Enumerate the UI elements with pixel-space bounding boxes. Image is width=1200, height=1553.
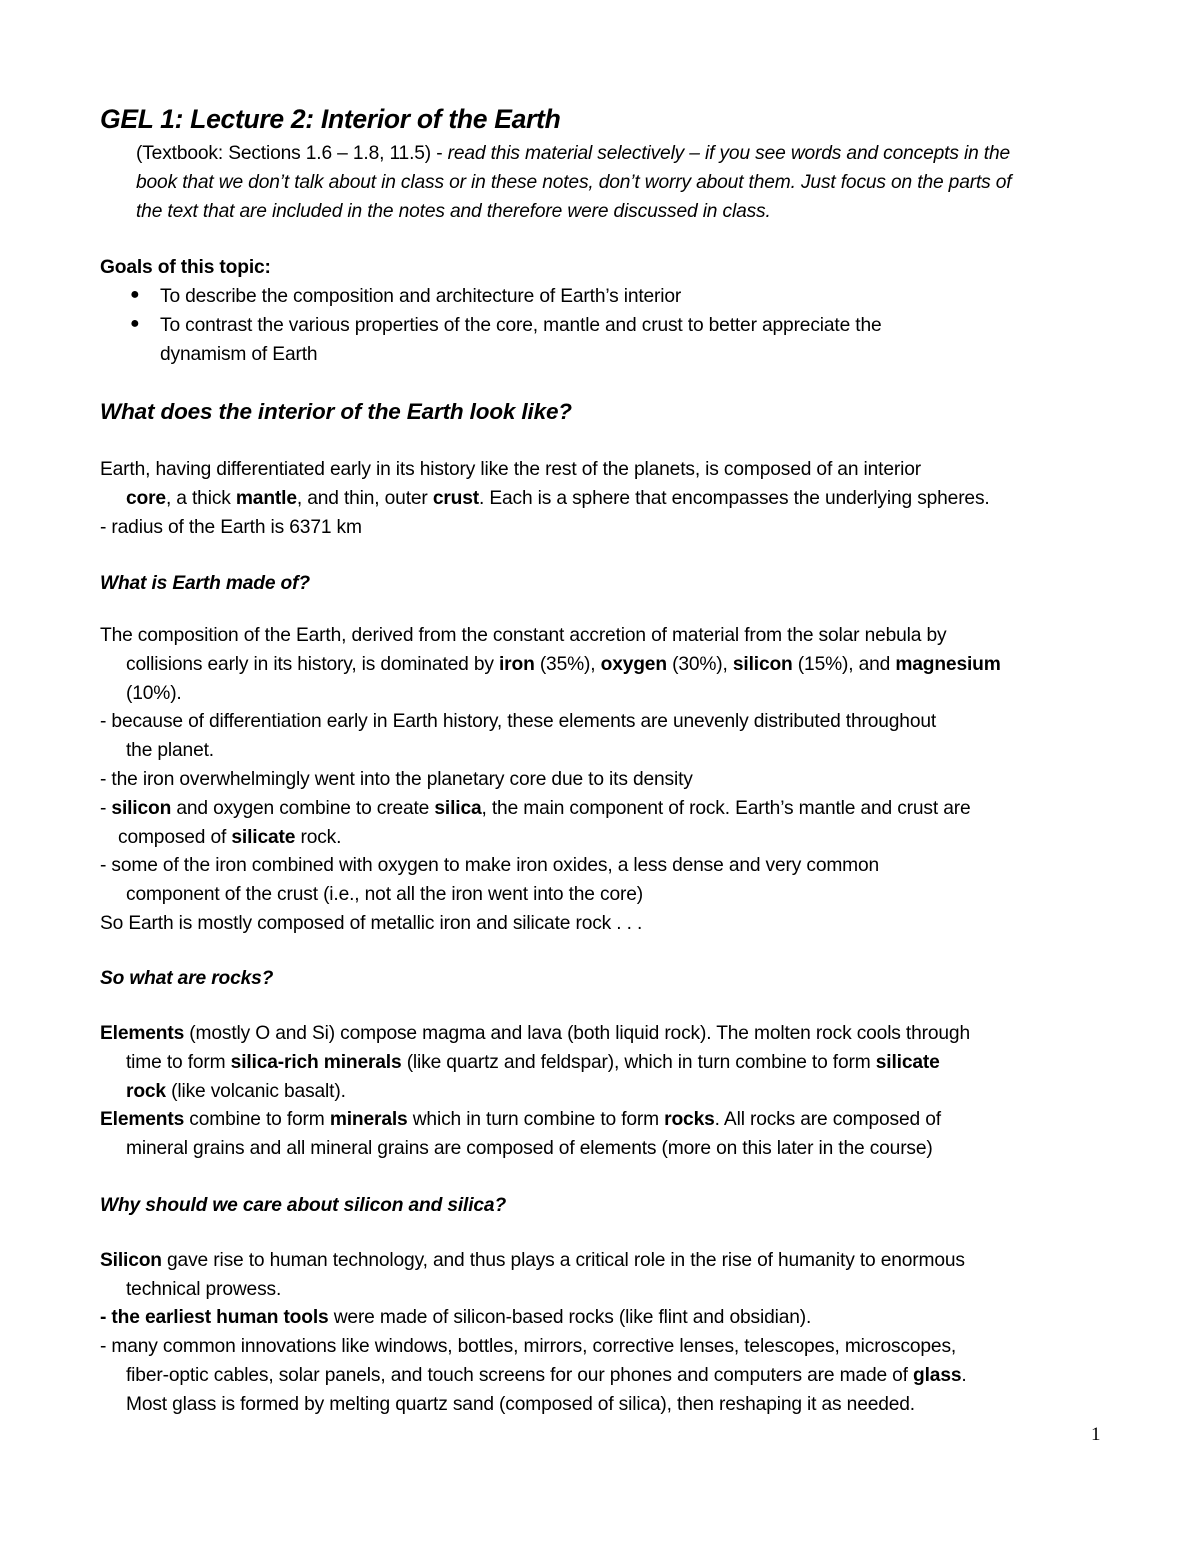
term-silicon: silicon (732, 654, 793, 675)
paragraph-line: fiber-optic cables, solar panels, and touch screens for our phones and computers are made of glass. (126, 1365, 967, 1386)
goals-heading: Goals of this topic: (100, 257, 271, 278)
page-title: GEL 1: Lecture 2: Interior of the Earth (100, 104, 561, 134)
paragraph-line: - the iron overwhelmingly went into the planetary core due to its density (100, 769, 693, 790)
paragraph-line: the planet. (126, 740, 214, 761)
bullet-icon: ● (130, 315, 140, 332)
term-mantle: mantle (235, 488, 297, 509)
term-core: core (126, 488, 166, 509)
paragraph-line: The composition of the Earth, derived from the constant accretion of material from the solar nebula by (100, 625, 947, 646)
paragraph-line: - silicon and oxygen combine to create silica, the main component of rock. Earth’s mantle and crust are (100, 798, 971, 819)
paragraph-line: rock (like volcanic basalt). (126, 1081, 346, 1102)
paragraph-line: Elements combine to form minerals which in turn combine to form rocks. All rocks are composed of (100, 1109, 941, 1130)
paragraph-line: composed of silicate rock. (118, 827, 342, 848)
paragraph-line: - the earliest human tools were made of silicon-based rocks (like flint and obsidian). (100, 1307, 812, 1328)
intro-note: read this material selectively – if you see words and concepts in the (447, 143, 1010, 164)
paragraph-line: Earth, having differentiated early in its history like the rest of the planets, is composed of an interior (100, 459, 921, 480)
paragraph-line: mineral grains and all mineral grains are composed of elements (more on this later in the course) (126, 1138, 933, 1159)
goal-item-1: To describe the composition and architecture of Earth’s interior (160, 286, 682, 307)
term-oxygen: oxygen (600, 654, 667, 675)
intro-line-1 (136, 142, 1010, 166)
section-heading-rocks: So what are rocks? (100, 968, 274, 989)
term-magnesium: magnesium (895, 654, 1001, 675)
paragraph-line: collisions early in its history, is dominated by iron (35%), oxygen (30%), silicon (15%), and magnesium (126, 654, 1001, 675)
paragraph-line: - many common innovations like windows, bottles, mirrors, corrective lenses, telescopes, microscopes, (100, 1336, 957, 1357)
paragraph-line: Silicon gave rise to human technology, and thus plays a critical role in the rise of humanity to enormous (100, 1250, 965, 1271)
intro-line-2: book that we don’t talk about in class or in these notes, don’t worry about them. Just focus on the parts of (136, 172, 1012, 193)
paragraph-line: technical prowess. (126, 1279, 282, 1300)
goal-item-2: To contrast the various properties of the core, mantle and crust to better appreciate the (160, 315, 882, 336)
textbook-reference: (Textbook: Sections 1.6 – 1.8, 11.5) - (136, 143, 448, 164)
paragraph-line: So Earth is mostly composed of metallic iron and silicate rock . . . (100, 913, 643, 934)
paragraph-line: - some of the iron combined with oxygen to make iron oxides, a less dense and very common (100, 855, 880, 876)
paragraph-line: Elements (mostly O and Si) compose magma and lava (both liquid rock). The molten rock cools through (100, 1023, 970, 1044)
paragraph-line: core, a thick mantle, and thin, outer crust. Each is a sphere that encompasses the underlying spheres. (126, 488, 990, 509)
page-number: 1 (1091, 1424, 1101, 1445)
paragraph-line: Most glass is formed by melting quartz sand (composed of silica), then reshaping it as needed. (126, 1394, 915, 1415)
paragraph-line: - because of differentiation early in Earth history, these elements are unevenly distributed throughout (100, 711, 937, 732)
intro-line-3: the text that are included in the notes and therefore were discussed in class. (136, 201, 771, 222)
goal-item-2-cont: dynamism of Earth (160, 344, 318, 365)
section-heading-silicon: Why should we care about silicon and silica? (100, 1195, 507, 1216)
paragraph-line: (10%). (126, 683, 182, 704)
section-heading-interior: What does the interior of the Earth look like? (100, 399, 572, 424)
term-crust: crust (432, 488, 479, 509)
bullet-icon: ● (130, 286, 140, 303)
paragraph-line: time to form silica-rich minerals (like quartz and feldspar), which in turn combine to form silicate (126, 1052, 940, 1073)
paragraph-line: component of the crust (i.e., not all the iron went into the core) (126, 884, 643, 905)
section-heading-made-of: What is Earth made of? (100, 573, 310, 594)
radius-note: - radius of the Earth is 6371 km (100, 517, 362, 538)
term-iron: iron (499, 654, 535, 675)
